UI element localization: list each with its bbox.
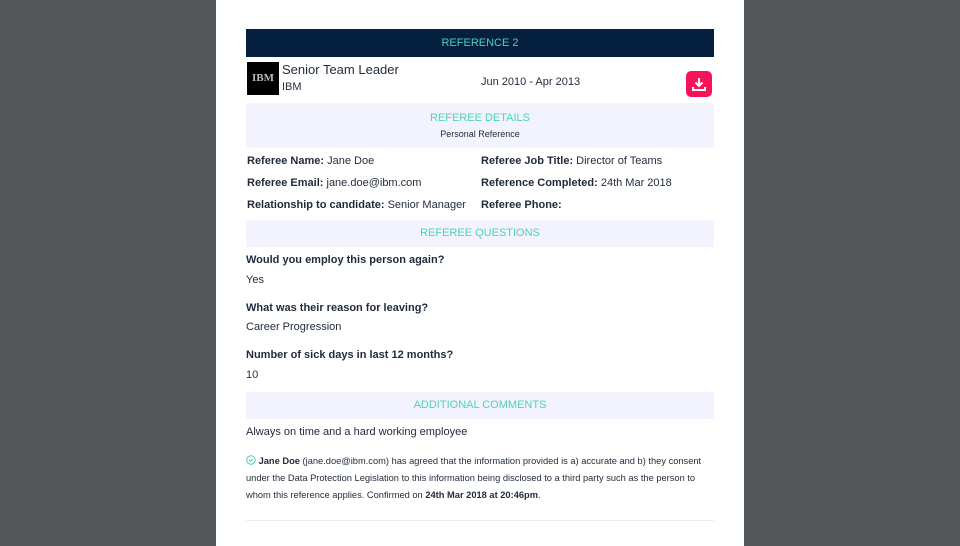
field-label: Referee Phone: xyxy=(481,199,562,211)
additional-comments-heading: ADDITIONAL COMMENTS xyxy=(246,392,714,419)
field-label: Referee Job Title: xyxy=(481,155,574,167)
consent-text: has agreed that the information provided is a) accurate and b) they consent under the Data Protection Legislation to this information being disclosed to a third party such as the person to whom this reference applies. Confirmed on xyxy=(246,456,702,500)
reference-page xyxy=(216,0,744,546)
job-summary xyxy=(246,60,714,98)
referee-job-title: Director of Teams xyxy=(576,155,663,167)
check-circle-icon xyxy=(246,455,256,465)
questions-list xyxy=(246,254,714,384)
field-label: Relationship to candidate: xyxy=(247,199,385,211)
referee-details-heading: REFEREE DETAILS xyxy=(429,112,531,124)
question: Number of sick days in last 12 months? xyxy=(246,349,454,361)
job-title: Senior Team Leader xyxy=(282,62,399,77)
referee-email: jane.doe@ibm.com xyxy=(326,177,422,189)
reference-completed: 24th Mar 2018 xyxy=(600,177,672,189)
consent-end: . xyxy=(537,490,541,500)
consent-name: Jane Doe xyxy=(258,456,300,466)
divider xyxy=(246,520,714,521)
field-label: Referee Name: xyxy=(247,155,325,167)
additional-comments-text: Always on time and a hard working employee xyxy=(246,426,468,438)
referee-details-band xyxy=(246,103,714,148)
answer: Career Progression xyxy=(246,321,342,333)
download-button[interactable] xyxy=(686,71,712,97)
company-logo: IBM xyxy=(247,62,279,95)
consent-email: (jane.doe@ibm.com) xyxy=(302,456,389,466)
question: What was their reason for leaving? xyxy=(246,302,429,314)
referee-fields xyxy=(246,155,714,215)
answer: 10 xyxy=(246,369,259,381)
question: Would you employ this person again? xyxy=(246,254,445,266)
company-name: IBM xyxy=(282,81,302,93)
reference-type: Personal Reference xyxy=(440,129,520,139)
field-label: Referee Email: xyxy=(247,177,324,189)
consent-date: 24th Mar 2018 at 20:46pm xyxy=(425,490,538,500)
job-dates: Jun 2010 - Apr 2013 xyxy=(481,76,581,88)
reference-header: REFERENCE 2 xyxy=(246,29,714,57)
field-label: Reference Completed: xyxy=(481,177,598,189)
referee-name: Jane Doe xyxy=(327,155,375,167)
consent-statement xyxy=(246,453,714,504)
referee-questions-heading: REFEREE QUESTIONS xyxy=(246,220,714,247)
download-icon xyxy=(691,76,707,92)
relationship: Senior Manager xyxy=(387,199,466,211)
answer: Yes xyxy=(246,274,264,286)
